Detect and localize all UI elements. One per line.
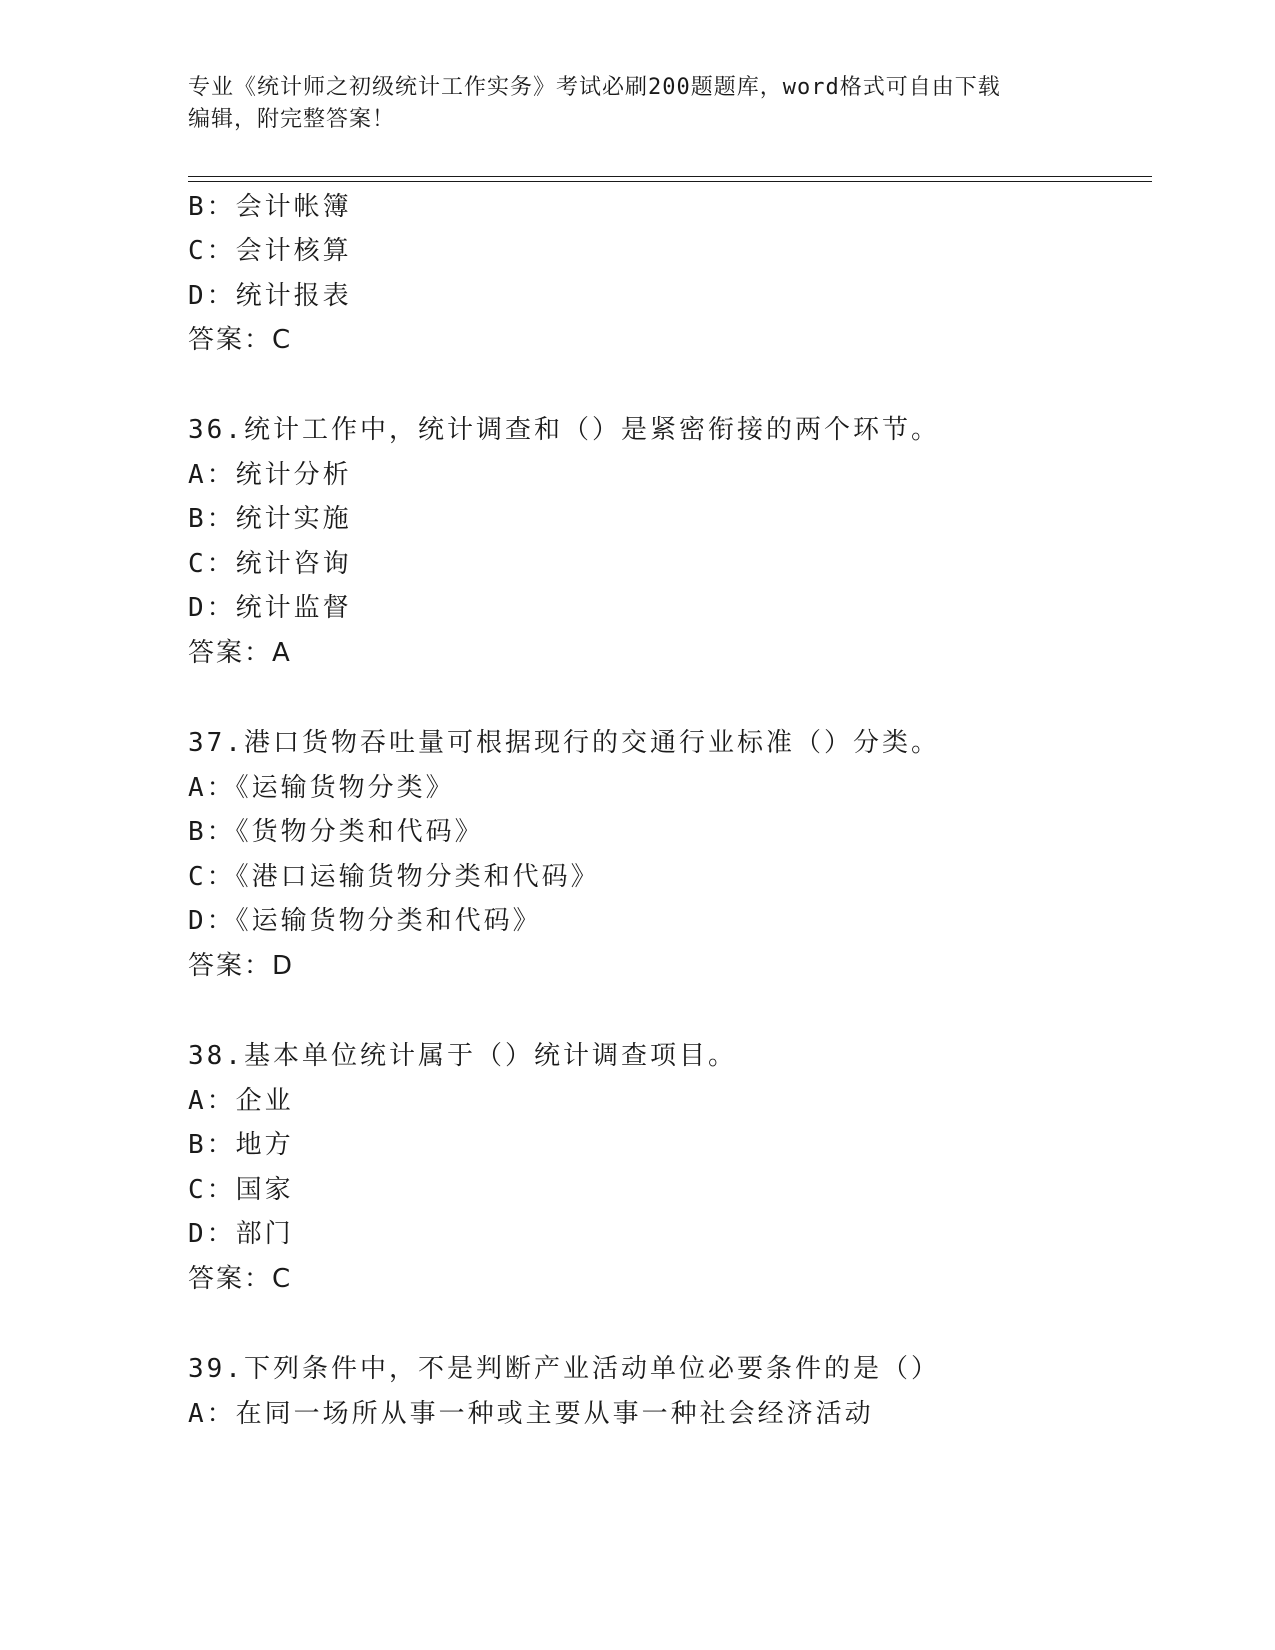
header-line-1: 专业《统计师之初级统计工作实务》考试必刷200题题库，word格式可自由下载 [188, 75, 1001, 100]
q36-option-d: D：统计监督 [188, 593, 352, 623]
prev-option-d: D：统计报表 [188, 281, 352, 311]
document-header [188, 72, 1088, 136]
q37-option-d: D：《运输货物分类和代码》 [188, 906, 542, 936]
prev-answer: 答案：C [188, 325, 293, 355]
q37-option-a: A：《运输货物分类》 [188, 773, 455, 803]
q36-stem: 36.统计工作中，统计调查和（）是紧密衔接的两个环节。 [188, 415, 940, 445]
q37-option-b: B：《货物分类和代码》 [188, 817, 484, 847]
q38-answer: 答案：C [188, 1264, 293, 1294]
header-rule-top [188, 176, 1152, 177]
q39-option-a: A：在同一场所从事一种或主要从事一种社会经济活动 [188, 1399, 874, 1429]
q36-answer: 答案：A [188, 638, 292, 668]
q37-stem: 37.港口货物吞吐量可根据现行的交通行业标准（）分类。 [188, 728, 940, 758]
q38-option-a: A：企业 [188, 1086, 294, 1116]
q37-answer: 答案：D [188, 951, 295, 981]
q36-option-c: C：统计咨询 [188, 549, 352, 579]
q38-stem: 38.基本单位统计属于（）统计调查项目。 [188, 1041, 737, 1071]
q36-option-a: A：统计分析 [188, 460, 352, 490]
q38-option-c: C：国家 [188, 1175, 294, 1205]
prev-option-b: B：会计帐簿 [188, 192, 352, 222]
header-rule-bottom [188, 181, 1152, 182]
q37-option-c: C：《港口运输货物分类和代码》 [188, 862, 600, 892]
q38-option-d: D：部门 [188, 1219, 294, 1249]
prev-option-c: C：会计核算 [188, 236, 352, 266]
header-line-2: 编辑，附完整答案！ [188, 107, 396, 132]
q36-option-b: B：统计实施 [188, 504, 352, 534]
q39-stem: 39.下列条件中，不是判断产业活动单位必要条件的是（） [188, 1354, 940, 1384]
q38-option-b: B：地方 [188, 1130, 294, 1160]
